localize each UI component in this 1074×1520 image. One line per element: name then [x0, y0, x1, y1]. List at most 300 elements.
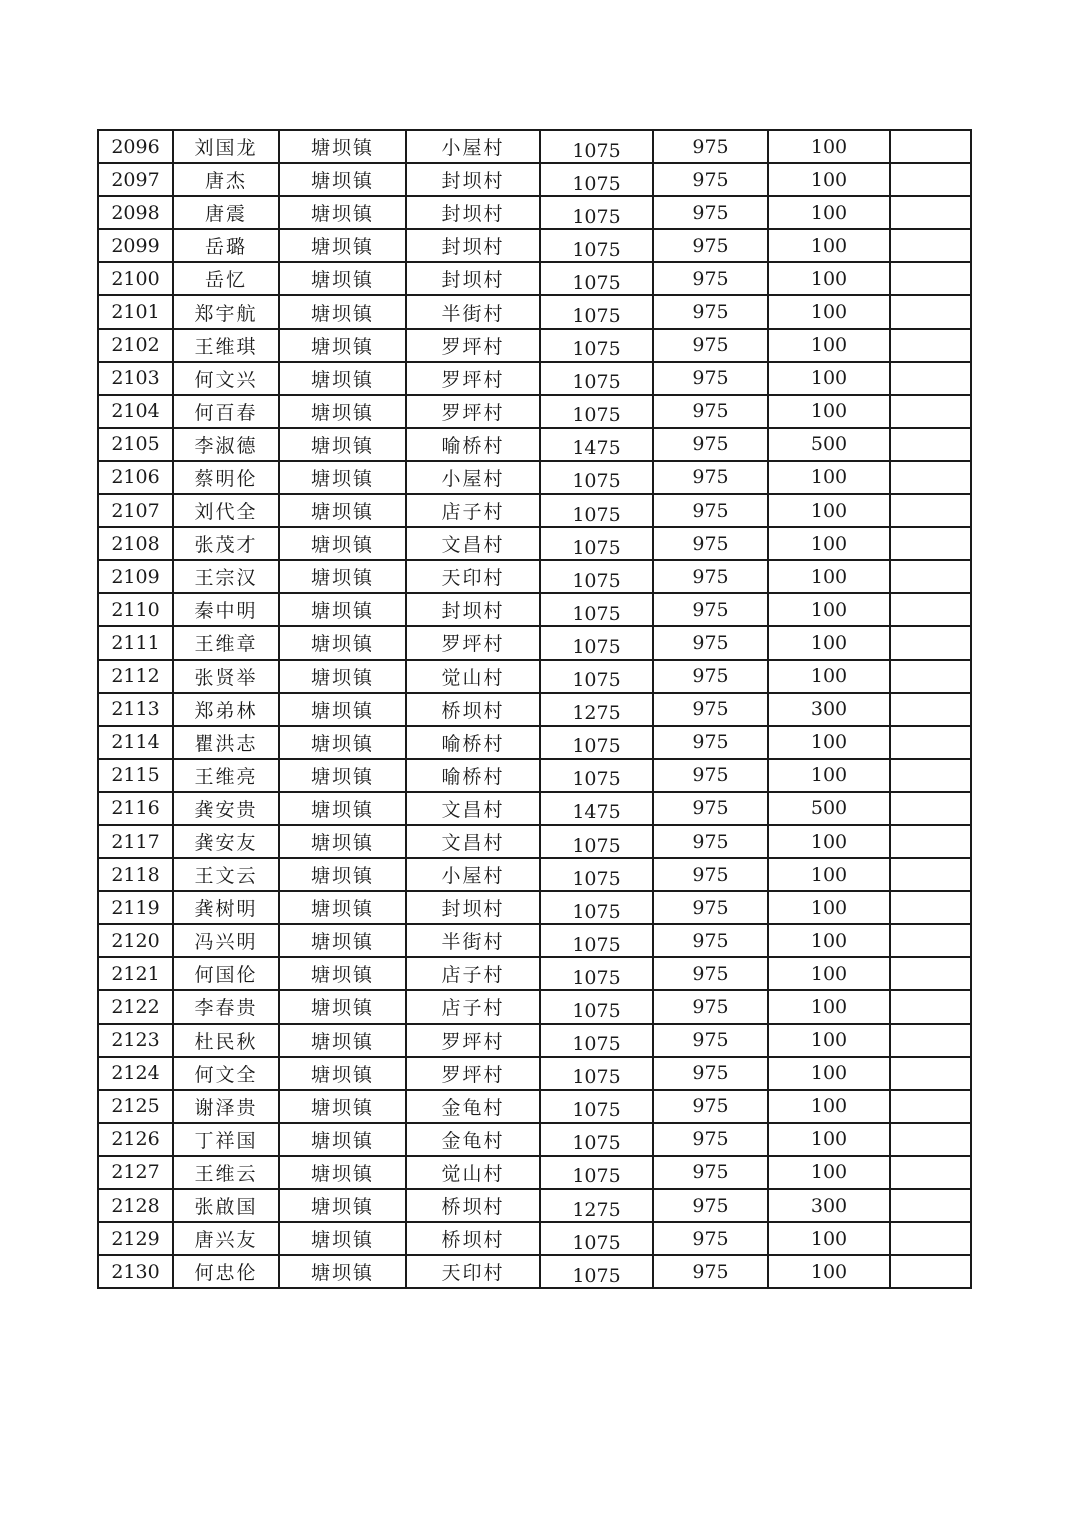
village-name: 罗坪村 — [406, 626, 540, 659]
person-name: 李淑德 — [173, 428, 279, 461]
village-name: 天印村 — [406, 560, 540, 593]
total-amount — [540, 1090, 653, 1123]
total-amount — [540, 957, 653, 990]
total-amount — [540, 295, 653, 328]
row-number: 2120 — [98, 924, 173, 957]
table-row — [98, 626, 971, 659]
row-number: 2127 — [98, 1156, 173, 1189]
town-name: 塘坝镇 — [279, 262, 406, 295]
base-amount: 975 — [653, 1255, 768, 1288]
remark-cell — [890, 1255, 971, 1288]
extra-amount: 100 — [768, 891, 890, 924]
extra-amount: 100 — [768, 1057, 890, 1090]
town-name: 塘坝镇 — [279, 792, 406, 825]
extra-amount: 100 — [768, 990, 890, 1023]
village-name: 觉山村 — [406, 660, 540, 693]
row-number: 2116 — [98, 792, 173, 825]
table-row — [98, 329, 971, 362]
base-amount: 975 — [653, 891, 768, 924]
total-amount — [540, 924, 653, 957]
total-amount — [540, 1156, 653, 1189]
row-number: 2115 — [98, 759, 173, 792]
base-amount: 975 — [653, 560, 768, 593]
extra-amount: 100 — [768, 1156, 890, 1189]
village-name: 桥坝村 — [406, 1222, 540, 1255]
remark-cell — [890, 626, 971, 659]
remark-cell — [890, 990, 971, 1023]
remark-cell — [890, 858, 971, 891]
remark-cell — [890, 693, 971, 726]
person-name: 郑弟林 — [173, 693, 279, 726]
row-number: 2104 — [98, 395, 173, 428]
town-name: 塘坝镇 — [279, 990, 406, 1023]
village-name: 桥坝村 — [406, 1189, 540, 1222]
remark-cell — [890, 792, 971, 825]
total-amount — [540, 494, 653, 527]
village-name: 封坝村 — [406, 163, 540, 196]
total-amount — [540, 1057, 653, 1090]
remark-cell — [890, 560, 971, 593]
base-amount: 975 — [653, 163, 768, 196]
base-amount: 975 — [653, 626, 768, 659]
remark-cell — [890, 1024, 971, 1057]
total-amount-text: 1075 — [572, 503, 621, 526]
row-number: 2121 — [98, 957, 173, 990]
person-name: 王维琪 — [173, 329, 279, 362]
total-amount-text: 1075 — [572, 635, 621, 658]
town-name: 塘坝镇 — [279, 295, 406, 328]
total-amount — [540, 593, 653, 626]
extra-amount: 100 — [768, 1090, 890, 1123]
base-amount: 975 — [653, 262, 768, 295]
base-amount: 975 — [653, 1057, 768, 1090]
village-name: 店子村 — [406, 494, 540, 527]
person-name: 王维亮 — [173, 759, 279, 792]
row-number: 2099 — [98, 229, 173, 262]
village-name: 罗坪村 — [406, 395, 540, 428]
total-amount — [540, 395, 653, 428]
base-amount: 975 — [653, 428, 768, 461]
table-row — [98, 825, 971, 858]
remark-cell — [890, 163, 971, 196]
village-name: 桥坝村 — [406, 693, 540, 726]
village-name: 封坝村 — [406, 891, 540, 924]
table-row — [98, 957, 971, 990]
total-amount-text: 1075 — [572, 1033, 621, 1056]
table-row — [98, 1189, 971, 1222]
village-name: 文昌村 — [406, 792, 540, 825]
extra-amount: 100 — [768, 660, 890, 693]
town-name: 塘坝镇 — [279, 1255, 406, 1288]
extra-amount: 100 — [768, 329, 890, 362]
total-amount-text: 1075 — [572, 834, 621, 857]
total-amount-text: 1075 — [572, 1099, 621, 1122]
total-amount — [540, 1123, 653, 1156]
base-amount: 975 — [653, 1024, 768, 1057]
table-row — [98, 924, 971, 957]
remark-cell — [890, 1156, 971, 1189]
table-row — [98, 560, 971, 593]
village-name: 小屋村 — [406, 130, 540, 163]
village-name: 半街村 — [406, 924, 540, 957]
base-amount: 975 — [653, 527, 768, 560]
remark-cell — [890, 924, 971, 957]
row-number: 2117 — [98, 825, 173, 858]
remark-cell — [890, 1123, 971, 1156]
row-number: 2109 — [98, 560, 173, 593]
row-number: 2122 — [98, 990, 173, 1023]
base-amount: 975 — [653, 660, 768, 693]
extra-amount: 100 — [768, 957, 890, 990]
person-name: 张贤举 — [173, 660, 279, 693]
village-name: 罗坪村 — [406, 362, 540, 395]
row-number: 2097 — [98, 163, 173, 196]
village-name: 封坝村 — [406, 262, 540, 295]
total-amount-text: 1075 — [572, 569, 621, 592]
town-name: 塘坝镇 — [279, 660, 406, 693]
total-amount — [540, 792, 653, 825]
total-amount — [540, 461, 653, 494]
base-amount: 975 — [653, 726, 768, 759]
table-row — [98, 990, 971, 1023]
row-number: 2107 — [98, 494, 173, 527]
base-amount: 975 — [653, 924, 768, 957]
total-amount — [540, 626, 653, 659]
extra-amount: 100 — [768, 229, 890, 262]
extra-amount: 100 — [768, 163, 890, 196]
base-amount: 975 — [653, 295, 768, 328]
extra-amount: 100 — [768, 759, 890, 792]
total-amount-text: 1475 — [572, 801, 621, 824]
extra-amount: 500 — [768, 792, 890, 825]
total-amount — [540, 990, 653, 1023]
base-amount: 975 — [653, 1123, 768, 1156]
town-name: 塘坝镇 — [279, 924, 406, 957]
total-amount — [540, 262, 653, 295]
village-name: 文昌村 — [406, 527, 540, 560]
person-name: 龚安友 — [173, 825, 279, 858]
row-number: 2098 — [98, 196, 173, 229]
total-amount — [540, 1222, 653, 1255]
village-name: 封坝村 — [406, 196, 540, 229]
village-name: 小屋村 — [406, 858, 540, 891]
town-name: 塘坝镇 — [279, 196, 406, 229]
town-name: 塘坝镇 — [279, 362, 406, 395]
total-amount — [540, 1024, 653, 1057]
base-amount: 975 — [653, 792, 768, 825]
row-number: 2108 — [98, 527, 173, 560]
total-amount — [540, 891, 653, 924]
extra-amount: 100 — [768, 1024, 890, 1057]
person-name: 蔡明伦 — [173, 461, 279, 494]
total-amount — [540, 163, 653, 196]
village-name: 喻桥村 — [406, 726, 540, 759]
table-row — [98, 891, 971, 924]
base-amount: 975 — [653, 362, 768, 395]
total-amount-text: 1075 — [572, 669, 621, 692]
table-row — [98, 660, 971, 693]
table-row — [98, 1156, 971, 1189]
table-row — [98, 693, 971, 726]
village-name: 半街村 — [406, 295, 540, 328]
table-row — [98, 1024, 971, 1057]
remark-cell — [890, 660, 971, 693]
remark-cell — [890, 461, 971, 494]
total-amount-text: 1075 — [572, 271, 621, 294]
extra-amount: 100 — [768, 527, 890, 560]
base-amount: 975 — [653, 461, 768, 494]
town-name: 塘坝镇 — [279, 163, 406, 196]
extra-amount: 500 — [768, 428, 890, 461]
total-amount-text: 1075 — [572, 238, 621, 261]
roster-body — [98, 130, 971, 1288]
person-name: 何文全 — [173, 1057, 279, 1090]
table-row — [98, 295, 971, 328]
total-amount — [540, 759, 653, 792]
extra-amount: 100 — [768, 593, 890, 626]
table-row — [98, 229, 971, 262]
table-row — [98, 461, 971, 494]
row-number: 2119 — [98, 891, 173, 924]
row-number: 2118 — [98, 858, 173, 891]
person-name: 何文兴 — [173, 362, 279, 395]
person-name: 王维云 — [173, 1156, 279, 1189]
row-number: 2101 — [98, 295, 173, 328]
remark-cell — [890, 494, 971, 527]
person-name: 谢泽贵 — [173, 1090, 279, 1123]
total-amount-text: 1075 — [572, 536, 621, 559]
town-name: 塘坝镇 — [279, 527, 406, 560]
town-name: 塘坝镇 — [279, 1123, 406, 1156]
village-name: 封坝村 — [406, 229, 540, 262]
person-name: 张茂才 — [173, 527, 279, 560]
row-number: 2105 — [98, 428, 173, 461]
base-amount: 975 — [653, 1156, 768, 1189]
row-number: 2112 — [98, 660, 173, 693]
base-amount: 975 — [653, 858, 768, 891]
total-amount-text: 1075 — [572, 1264, 621, 1287]
village-name: 封坝村 — [406, 593, 540, 626]
row-number: 2100 — [98, 262, 173, 295]
total-amount — [540, 1189, 653, 1222]
remark-cell — [890, 329, 971, 362]
town-name: 塘坝镇 — [279, 1156, 406, 1189]
base-amount: 975 — [653, 957, 768, 990]
remark-cell — [890, 1222, 971, 1255]
person-name: 丁祥国 — [173, 1123, 279, 1156]
row-number: 2126 — [98, 1123, 173, 1156]
person-name: 何忠伦 — [173, 1255, 279, 1288]
row-number: 2124 — [98, 1057, 173, 1090]
total-amount-text: 1075 — [572, 602, 621, 625]
remark-cell — [890, 527, 971, 560]
row-number: 2111 — [98, 626, 173, 659]
person-name: 唐震 — [173, 196, 279, 229]
total-amount — [540, 660, 653, 693]
row-number: 2125 — [98, 1090, 173, 1123]
row-number: 2128 — [98, 1189, 173, 1222]
base-amount: 975 — [653, 329, 768, 362]
total-amount-text: 1075 — [572, 867, 621, 890]
total-amount-text: 1075 — [572, 470, 621, 493]
total-amount — [540, 329, 653, 362]
remark-cell — [890, 395, 971, 428]
town-name: 塘坝镇 — [279, 891, 406, 924]
base-amount: 975 — [653, 494, 768, 527]
village-name: 金龟村 — [406, 1090, 540, 1123]
person-name: 岳忆 — [173, 262, 279, 295]
town-name: 塘坝镇 — [279, 229, 406, 262]
total-amount-text: 1075 — [572, 338, 621, 361]
remark-cell — [890, 1189, 971, 1222]
person-name: 李春贵 — [173, 990, 279, 1023]
extra-amount: 100 — [768, 1255, 890, 1288]
remark-cell — [890, 196, 971, 229]
person-name: 瞿洪志 — [173, 726, 279, 759]
total-amount — [540, 229, 653, 262]
person-name: 杜民秋 — [173, 1024, 279, 1057]
town-name: 塘坝镇 — [279, 395, 406, 428]
extra-amount: 100 — [768, 560, 890, 593]
village-name: 金龟村 — [406, 1123, 540, 1156]
base-amount: 975 — [653, 130, 768, 163]
person-name: 秦中明 — [173, 593, 279, 626]
town-name: 塘坝镇 — [279, 626, 406, 659]
table-row — [98, 494, 971, 527]
base-amount: 975 — [653, 1189, 768, 1222]
total-amount-text: 1475 — [572, 437, 621, 460]
table-row — [98, 1057, 971, 1090]
base-amount: 975 — [653, 196, 768, 229]
extra-amount: 100 — [768, 262, 890, 295]
village-name: 小屋村 — [406, 461, 540, 494]
extra-amount: 100 — [768, 295, 890, 328]
village-name: 罗坪村 — [406, 329, 540, 362]
remark-cell — [890, 1057, 971, 1090]
village-name: 喻桥村 — [406, 759, 540, 792]
base-amount: 975 — [653, 825, 768, 858]
table-row — [98, 395, 971, 428]
person-name: 龚安贵 — [173, 792, 279, 825]
remark-cell — [890, 891, 971, 924]
extra-amount: 100 — [768, 1222, 890, 1255]
table-row — [98, 196, 971, 229]
base-amount: 975 — [653, 990, 768, 1023]
town-name: 塘坝镇 — [279, 494, 406, 527]
row-number: 2102 — [98, 329, 173, 362]
person-name: 何百春 — [173, 395, 279, 428]
table-row — [98, 163, 971, 196]
remark-cell — [890, 362, 971, 395]
total-amount — [540, 428, 653, 461]
person-name: 唐兴友 — [173, 1222, 279, 1255]
total-amount-text: 1275 — [572, 702, 621, 725]
town-name: 塘坝镇 — [279, 461, 406, 494]
table-row — [98, 362, 971, 395]
remark-cell — [890, 759, 971, 792]
row-number: 2106 — [98, 461, 173, 494]
town-name: 塘坝镇 — [279, 1090, 406, 1123]
town-name: 塘坝镇 — [279, 428, 406, 461]
total-amount-text: 1075 — [572, 1066, 621, 1089]
base-amount: 975 — [653, 1222, 768, 1255]
town-name: 塘坝镇 — [279, 1024, 406, 1057]
extra-amount: 100 — [768, 494, 890, 527]
base-amount: 975 — [653, 1090, 768, 1123]
total-amount-text: 1075 — [572, 205, 621, 228]
table-row — [98, 428, 971, 461]
total-amount-text: 1075 — [572, 404, 621, 427]
table-row — [98, 593, 971, 626]
table-row — [98, 527, 971, 560]
base-amount: 975 — [653, 759, 768, 792]
total-amount-text: 1075 — [572, 305, 621, 328]
extra-amount: 100 — [768, 825, 890, 858]
total-amount-text: 1075 — [572, 768, 621, 791]
person-name: 郑宇航 — [173, 295, 279, 328]
table-row — [98, 858, 971, 891]
town-name: 塘坝镇 — [279, 1222, 406, 1255]
village-name: 店子村 — [406, 990, 540, 1023]
extra-amount: 100 — [768, 130, 890, 163]
table-row — [98, 130, 971, 163]
remark-cell — [890, 428, 971, 461]
table-row — [98, 1255, 971, 1288]
total-amount-text: 1275 — [572, 1198, 621, 1221]
extra-amount: 300 — [768, 1189, 890, 1222]
table-row — [98, 759, 971, 792]
person-name: 张啟国 — [173, 1189, 279, 1222]
remark-cell — [890, 593, 971, 626]
town-name: 塘坝镇 — [279, 693, 406, 726]
town-name: 塘坝镇 — [279, 560, 406, 593]
town-name: 塘坝镇 — [279, 1189, 406, 1222]
remark-cell — [890, 130, 971, 163]
row-number: 2110 — [98, 593, 173, 626]
base-amount: 975 — [653, 395, 768, 428]
total-amount-text: 1075 — [572, 933, 621, 956]
remark-cell — [890, 957, 971, 990]
town-name: 塘坝镇 — [279, 593, 406, 626]
total-amount-text: 1075 — [572, 1231, 621, 1254]
row-number: 2096 — [98, 130, 173, 163]
extra-amount: 100 — [768, 626, 890, 659]
village-name: 文昌村 — [406, 825, 540, 858]
person-name: 唐杰 — [173, 163, 279, 196]
total-amount — [540, 362, 653, 395]
table-row — [98, 1222, 971, 1255]
town-name: 塘坝镇 — [279, 825, 406, 858]
person-name: 王宗汉 — [173, 560, 279, 593]
row-number: 2130 — [98, 1255, 173, 1288]
table-row — [98, 1090, 971, 1123]
row-number: 2129 — [98, 1222, 173, 1255]
base-amount: 975 — [653, 593, 768, 626]
total-amount — [540, 196, 653, 229]
total-amount — [540, 527, 653, 560]
person-name: 王维章 — [173, 626, 279, 659]
total-amount-text: 1075 — [572, 900, 621, 923]
remark-cell — [890, 229, 971, 262]
row-number: 2114 — [98, 726, 173, 759]
total-amount-text: 1075 — [572, 371, 621, 394]
town-name: 塘坝镇 — [279, 858, 406, 891]
person-name: 刘代全 — [173, 494, 279, 527]
village-name: 店子村 — [406, 957, 540, 990]
remark-cell — [890, 262, 971, 295]
total-amount-text: 1075 — [572, 1132, 621, 1155]
town-name: 塘坝镇 — [279, 1057, 406, 1090]
